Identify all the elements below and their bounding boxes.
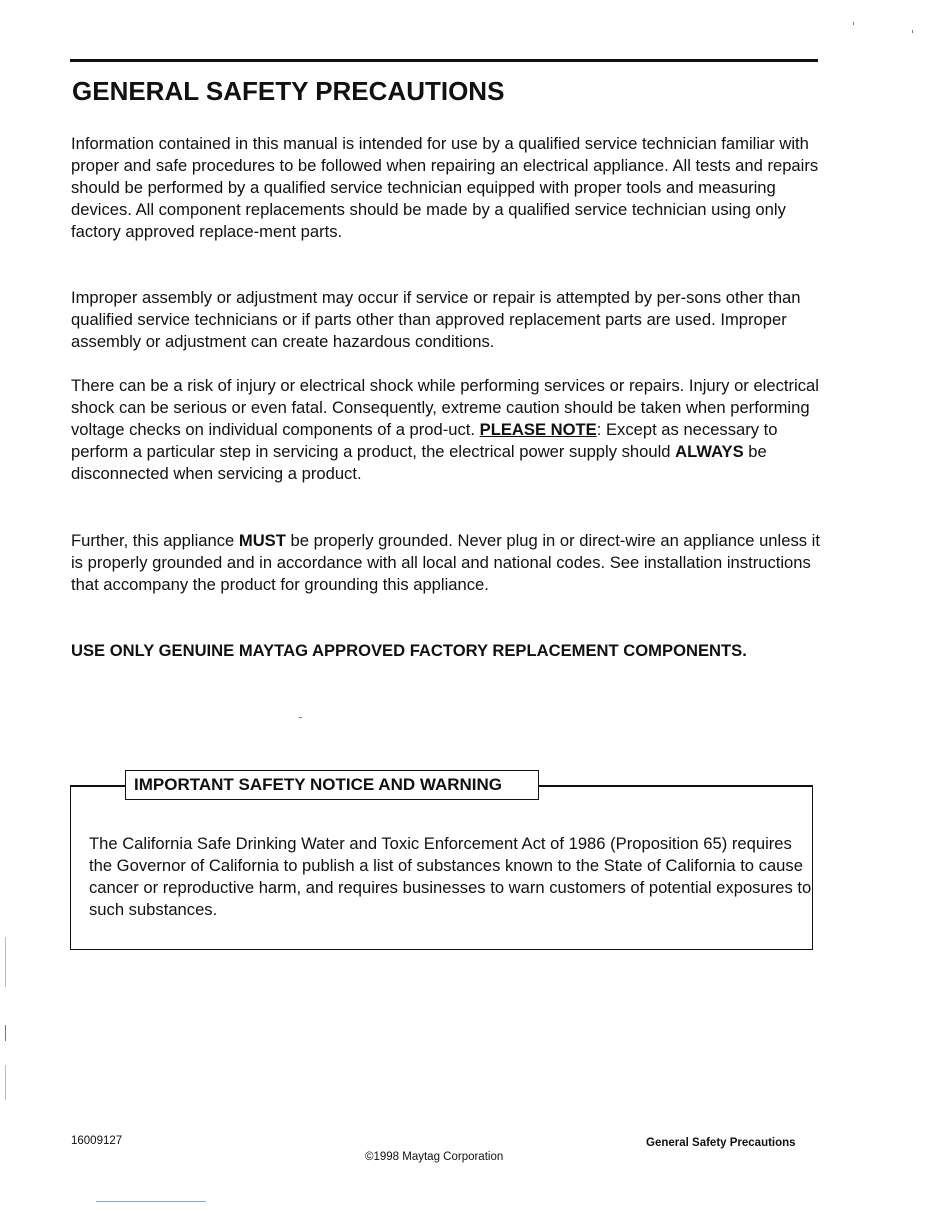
scan-artifact-line — [96, 1201, 206, 1202]
risk-text-part3: be disconnected when servicing a product. — [71, 442, 767, 483]
warning-box-top-border-left — [70, 785, 125, 787]
paragraph-qualified-technician: Information contained in this manual is intended for use by a qualified service technician familiar with proper and safe procedures to be followed when repairing an electrical appliance. All tests and repairs should be performed by a qualified service technician equipped with proper tools and measuring devices. All component replacements should be made by a qualified service technician using only factory approved replace-ment parts. — [71, 134, 819, 241]
scan-speck — [5, 937, 6, 987]
paragraph-risk-of-injury — [71, 375, 823, 485]
scan-speck — [299, 717, 302, 718]
scan-speck — [5, 1065, 6, 1100]
paragraph-grounding — [71, 530, 823, 596]
scan-speck — [5, 1025, 6, 1041]
genuine-components-notice: USE ONLY GENUINE MAYTAG APPROVED FACTORY REPLACEMENT COMPONENTS. — [71, 641, 747, 660]
warning-text: The California Safe Drinking Water and Toxic Enforcement Act of 1986 (Proposition 65) requires the Governor of California to publish a list of substances known to the State of California to cause cancer or reproductive harm, and requires businesses to warn customers of potential exposures to such substances. — [89, 834, 812, 919]
please-note-label: PLEASE NOTE — [479, 420, 597, 439]
must-emphasis: MUST — [238, 531, 286, 550]
footer-doc-number: 16009127 — [71, 1135, 123, 1147]
risk-text-part2: : Except as necessary to perform a particular step in servicing a product, the electrical power supply should — [71, 420, 778, 461]
page-title: GENERAL SAFETY PRECAUTIONS — [72, 76, 505, 106]
risk-text-part1: There can be a risk of injury or electrical shock while performing services or repairs. Injury or electrical shock can be serious or even fatal. Consequently, extreme caution should be taken when performing voltage checks on individual components of a prod-uct. — [71, 376, 819, 439]
warning-box-top-border-right — [539, 785, 813, 787]
warning-title: IMPORTANT SAFETY NOTICE AND WARNING — [125, 770, 539, 800]
grounding-text-part2: be properly grounded. Never plug in or direct-wire an appliance unless it is properly grounded and in accordance with all local and national codes. See installation instructions that accompany the product for grounding this appliance. — [71, 531, 820, 594]
top-rule — [70, 59, 818, 62]
always-emphasis: ALWAYS — [675, 442, 744, 461]
scan-speck — [853, 22, 854, 25]
scan-speck — [912, 30, 913, 33]
footer-copyright: ©1998 Maytag Corporation — [365, 1151, 504, 1163]
paragraph-improper-assembly: Improper assembly or adjustment may occur if service or repair is attempted by per-sons other than qualified service technicians or if parts other than approved replacement parts are used. Improper assembly or adjustment can create hazardous conditions. — [71, 288, 801, 351]
grounding-text-part1: Further, this appliance — [71, 531, 239, 550]
footer-section-title: General Safety Precautions — [646, 1137, 796, 1149]
